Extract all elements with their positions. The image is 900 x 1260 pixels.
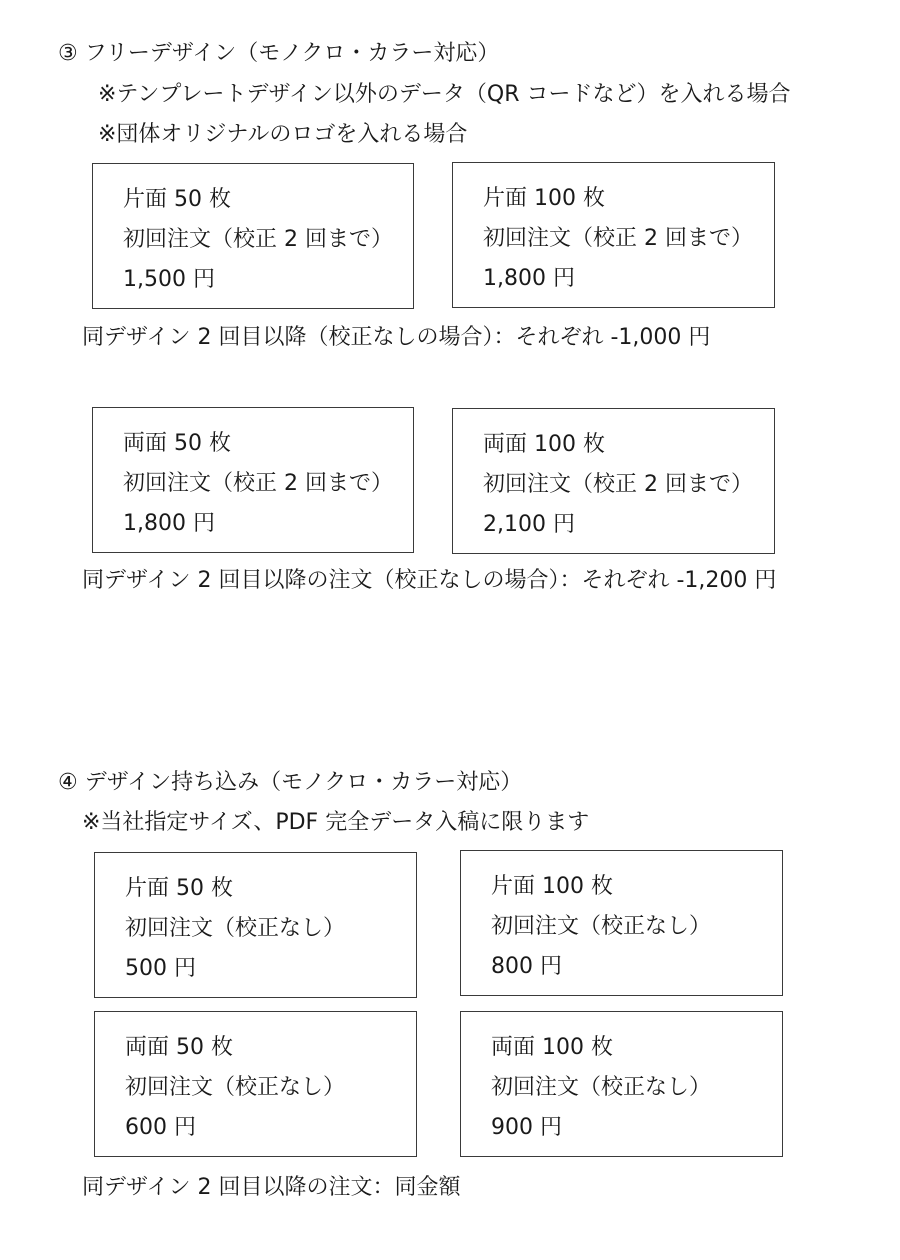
price-value: 800 円 <box>491 954 562 979</box>
quantity-label: 両面 50 枚 <box>123 431 231 456</box>
order-description: 初回注文（校正なし） <box>125 1075 346 1100</box>
order-description: 初回注文（校正 2 回まで） <box>483 226 753 251</box>
order-description: 初回注文（校正なし） <box>491 1075 712 1100</box>
order-description: 初回注文（校正なし） <box>491 914 712 939</box>
price-box-single-100 <box>452 162 775 308</box>
price-value: 1,800 円 <box>123 511 215 536</box>
price-box-double-50 <box>92 407 414 553</box>
price-box-single-100-bringin <box>460 850 783 996</box>
section3-note-logo: ※団体オリジナルのロゴを入れる場合 <box>98 122 468 147</box>
section3-note-qr: ※テンプレートデザイン以外のデータ（QR コードなど）を入れる場合 <box>98 82 791 107</box>
section3-heading: ③ フリーデザイン（モノクロ・カラー対応） <box>58 41 500 66</box>
price-value: 600 円 <box>125 1115 196 1140</box>
order-description: 初回注文（校正 2 回まで） <box>123 227 393 252</box>
price-value: 2,100 円 <box>483 512 575 537</box>
section4-note: ※当社指定サイズ、PDF 完全データ入稿に限ります <box>82 810 590 835</box>
quantity-label: 両面 50 枚 <box>125 1035 233 1060</box>
quantity-label: 両面 100 枚 <box>483 432 605 457</box>
price-value: 1,800 円 <box>483 266 575 291</box>
quantity-label: 片面 50 枚 <box>123 187 231 212</box>
order-description: 初回注文（校正なし） <box>125 916 346 941</box>
price-value: 1,500 円 <box>123 267 215 292</box>
quantity-label: 両面 100 枚 <box>491 1035 613 1060</box>
section4-heading: ④ デザイン持ち込み（モノクロ・カラー対応） <box>58 770 523 795</box>
price-box-single-50-bringin <box>94 852 417 998</box>
price-box-double-100-bringin <box>460 1011 783 1157</box>
section3-single-footnote: 同デザイン 2 回目以降（校正なしの場合）：それぞれ -1,000 円 <box>82 325 711 350</box>
quantity-label: 片面 50 枚 <box>125 876 233 901</box>
price-value: 500 円 <box>125 956 196 981</box>
price-box-double-50-bringin <box>94 1011 417 1157</box>
quantity-label: 片面 100 枚 <box>491 874 613 899</box>
section4-footnote: 同デザイン 2 回目以降の注文：同金額 <box>82 1175 461 1200</box>
price-box-single-50 <box>92 163 414 309</box>
order-description: 初回注文（校正 2 回まで） <box>483 472 753 497</box>
price-value: 900 円 <box>491 1115 562 1140</box>
order-description: 初回注文（校正 2 回まで） <box>123 471 393 496</box>
quantity-label: 片面 100 枚 <box>483 186 605 211</box>
price-box-double-100 <box>452 408 775 554</box>
section3-double-footnote: 同デザイン 2 回目以降の注文（校正なしの場合）：それぞれ -1,200 円 <box>82 568 777 593</box>
